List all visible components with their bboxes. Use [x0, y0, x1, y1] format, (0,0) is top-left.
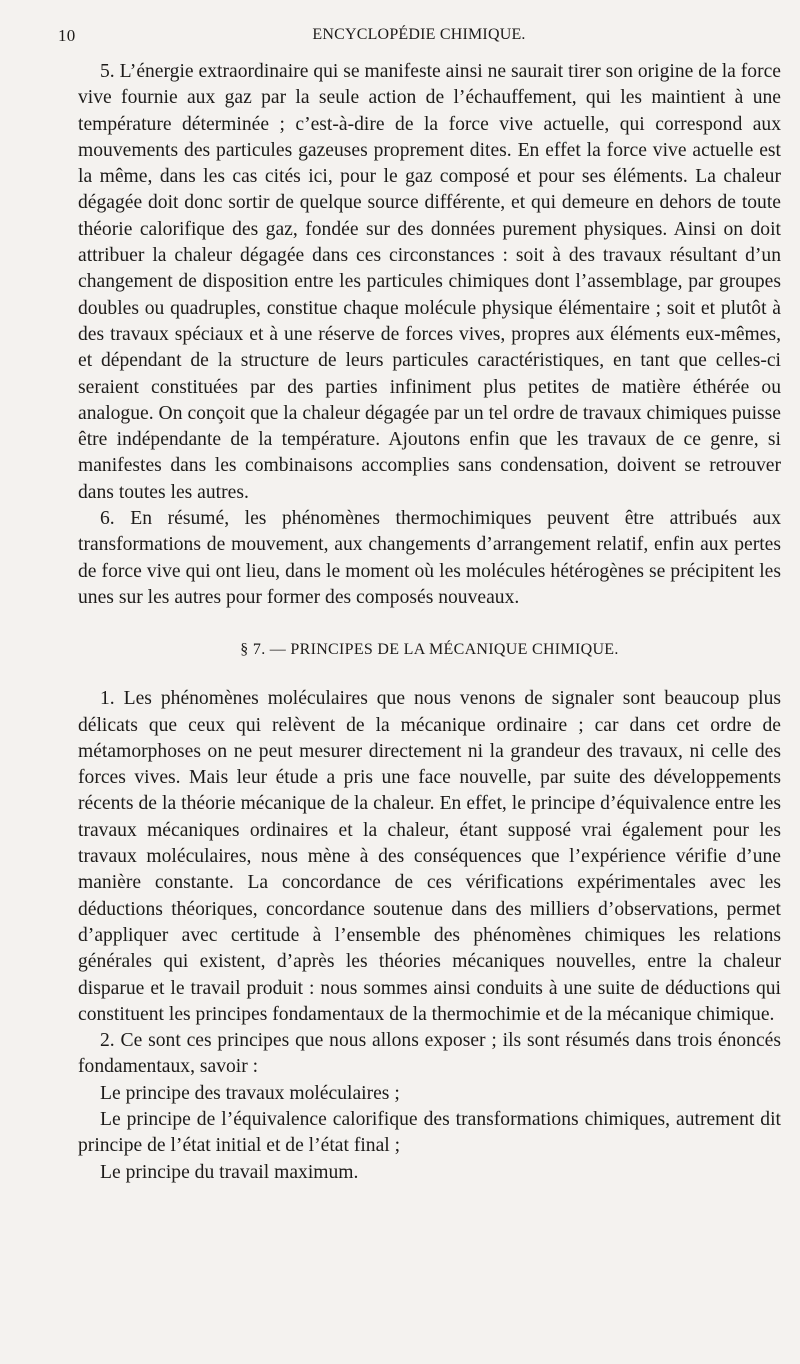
- body-text: [78, 59, 781, 1186]
- paragraph-5: 5. L’énergie extraordinaire qui se manifeste ainsi ne saurait tirer son origine de la force vive fournie aux gaz par la seule action de l’échauffement, qui les maintient à une température déterminée ; c’est-à-dire de la force vive actuelle, qui correspond aux mouvements des particules gazeuses proprement dites. En effet la force vive actuelle est la même, dans les cas cités ici, pour le gaz composé et pour ses éléments. La chaleur dégagée doit donc sortir de quelque source différente, et qui demeure en dehors de toute théorie calorifique des gaz, fondée sur des données purement physiques. Ainsi on doit attribuer la chaleur dégagée dans ces circonstances : soit à des travaux résultant d’un changement de disposition entre les particules chimiques dont l’assemblage, par groupes doubles ou quadruples, constitue chaque molécule physique élémentaire ; soit et plutôt à des travaux spéciaux et à une réserve de forces vives, propres aux éléments eux-mêmes, et dépendant de la structure de leurs particules caractéristiques, en tant que celles-ci seraient constituées par des parties infiniment plus petites de matière éthérée ou analogue. On conçoit que la chaleur dégagée par un tel ordre de travaux chimiques puisse être indépendante de la température. Ajoutons enfin que les travaux de ce genre, si manifestes dans les combinaisons accomplies sans condensation, doivent se retrouver dans toutes les autres.: [78, 61, 781, 503]
- section-heading: § 7. — PRINCIPES DE LA MÉCANIQUE CHIMIQUE.: [240, 641, 619, 659]
- principle-item: Le principe du travail maximum.: [100, 1161, 359, 1183]
- running-head: [58, 26, 780, 48]
- principle-item: Le principe de l’équivalence calorifique des transformations chimiques, autrement dit principe de l’état initial et de l’état final ;: [78, 1108, 781, 1157]
- section-paragraph-1: 1. Les phénomènes moléculaires que nous venons de signaler sont beaucoup plus délicats que ceux qui relèvent de la mécanique ordinaire ; car dans cet ordre de métamorphoses on ne peut mesurer directement ni la grandeur des travaux, ni celle des forces vives. Mais leur étude a pris une face nouvelle, par suite des développements récents de la théorie mécanique de la chaleur. En effet, le principe d’équivalence entre les travaux mécaniques ordinaires et la chaleur, étant supposé vrai également pour les travaux moléculaires, nous mène à des conséquences que l’expérience vérifie d’une manière constante. La concordance de ces vérifications expérimentales avec les déductions théoriques, concordance soutenue dans des milliers d’observations, permet d’appliquer avec certitude à l’ensemble des phénomènes chimiques les relations générales qui existent, d’après les théories mécaniques nouvelles, entre la chaleur disparue et le travail produit : nous sommes ainsi conduits à une suite de déductions qui constituent les principes fondamentaux de la thermochimie et de la mécanique chimique.: [78, 688, 781, 1025]
- section-paragraph-2: 2. Ce sont ces principes que nous allons exposer ; ils sont résumés dans trois énoncés fondamentaux, savoir :: [78, 1030, 781, 1078]
- running-title: ENCYCLOPÉDIE CHIMIQUE.: [312, 26, 526, 43]
- page-number: 10: [58, 26, 76, 45]
- paragraph-6: 6. En résumé, les phénomènes thermochimiques peuvent être attribués aux transformations de mouvement, aux changements d’arrangement relatif, enfin aux pertes de force vive qui ont lieu, dans le moment où les molécules hétérogènes se précipitent les unes sur les autres pour former des composés nouveaux.: [78, 508, 781, 608]
- principle-item: Le principe des travaux moléculaires ;: [100, 1082, 400, 1104]
